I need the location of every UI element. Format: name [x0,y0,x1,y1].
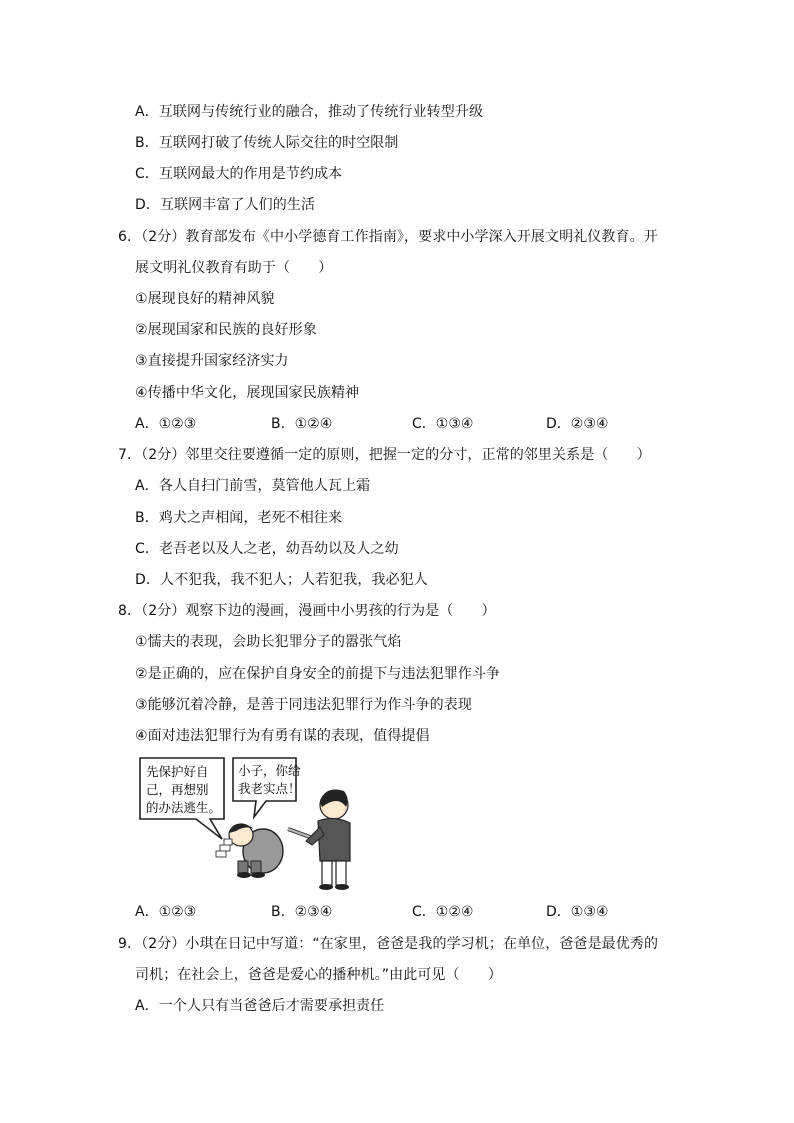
q5-option-b: B．互联网打破了传统人际交往的时空限制 [135,135,399,151]
q6-statement-3: ③直接提升国家经济实力 [135,353,289,369]
q8-statement-2: ②是正确的，应在保护自身安全的前提下与违法犯罪作斗争 [135,666,501,682]
q8-stem: 8．（2分）观察下边的漫画，漫画中小男孩的行为是（ ） [118,603,496,619]
q9-option-a: A．一个人只有当爸爸后才需要承担责任 [135,998,385,1014]
bubble-left-line1: 先保护好自 [146,764,209,779]
bubble-left-line3: 的办法逃生。 [146,800,222,815]
q5-option-d: D．互联网丰富了人们的生活 [135,197,316,213]
q7-option-a: A．各人自扫门前雪，莫管他人瓦上霜 [135,478,371,494]
q6-statement-2: ②展现国家和民族的良好形象 [135,322,317,338]
man-figure [306,790,350,891]
boy-figure [229,824,283,878]
q8-statement-3: ③能够沉着冷静，是善于同违法犯罪行为作斗争的表现 [135,697,472,713]
q8-choice-b: B．②③④ [271,904,333,920]
q6-stem-line2: 展文明礼仪教育有助于（ ） [135,260,333,276]
q8-statement-1: ①懦夫的表现，会助长犯罪分子的嚣张气焰 [135,634,402,650]
q6-stem-line1: 6．（2分）教育部发布《中小学德育工作指南》，要求中小学深入开展文明礼仪教育。开 [118,229,658,245]
q6-statement-4: ④传播中华文化，展现国家民族精神 [135,385,360,401]
q9-stem-line2: 司机；在社会上，爸爸是爱心的播种机。”由此可见（ ） [135,967,502,983]
q8-choice-d: D．①③④ [546,904,609,920]
bubble-right-line2: 我老实点！ [238,781,301,796]
speech-bubble-left [140,758,224,839]
q8-statement-4: ④面对违法犯罪行为有勇有谋的表现，值得提倡 [135,728,430,744]
q8-choice-a: A．①②③ [135,904,197,920]
q7-option-d: D．人不犯我，我不犯人；人若犯我，我必犯人 [135,572,428,588]
q6-choice-b: B．①②④ [271,416,333,432]
q7-option-b: B．鸡犬之声相闻，老死不相往来 [135,510,343,526]
q7-stem: 7．（2分）邻里交往要遵循一定的原则，把握一定的分寸，正常的邻里关系是（ ） [118,447,651,463]
speech-bubble-right [233,758,301,817]
q7-option-c: C．老吾老以及人之老，幼吾幼以及人之幼 [135,541,399,557]
q9-stem-line1: 9．（2分）小琪在日记中写道：“在家里，爸爸是我的学习机；在单位，爸爸是最优秀的 [118,936,659,952]
q6-choice-a: A．①②③ [135,416,197,432]
bubble-left-line2: 己，再想别 [146,782,209,797]
comic-illustration [138,755,356,893]
q5-option-a: A．互联网与传统行业的融合，推动了传统行业转型升级 [135,104,484,120]
q8-choice-c: C．①②④ [412,904,474,920]
bubble-right-line1: 小子，你给 [238,763,301,778]
q6-choice-c: C．①③④ [412,416,474,432]
bricks [216,839,232,857]
q5-option-c: C．互联网最大的作用是节约成本 [135,166,343,182]
q6-choice-d: D．②③④ [546,416,609,432]
club [288,829,310,837]
q6-statement-1: ①展现良好的精神风貌 [135,291,275,307]
